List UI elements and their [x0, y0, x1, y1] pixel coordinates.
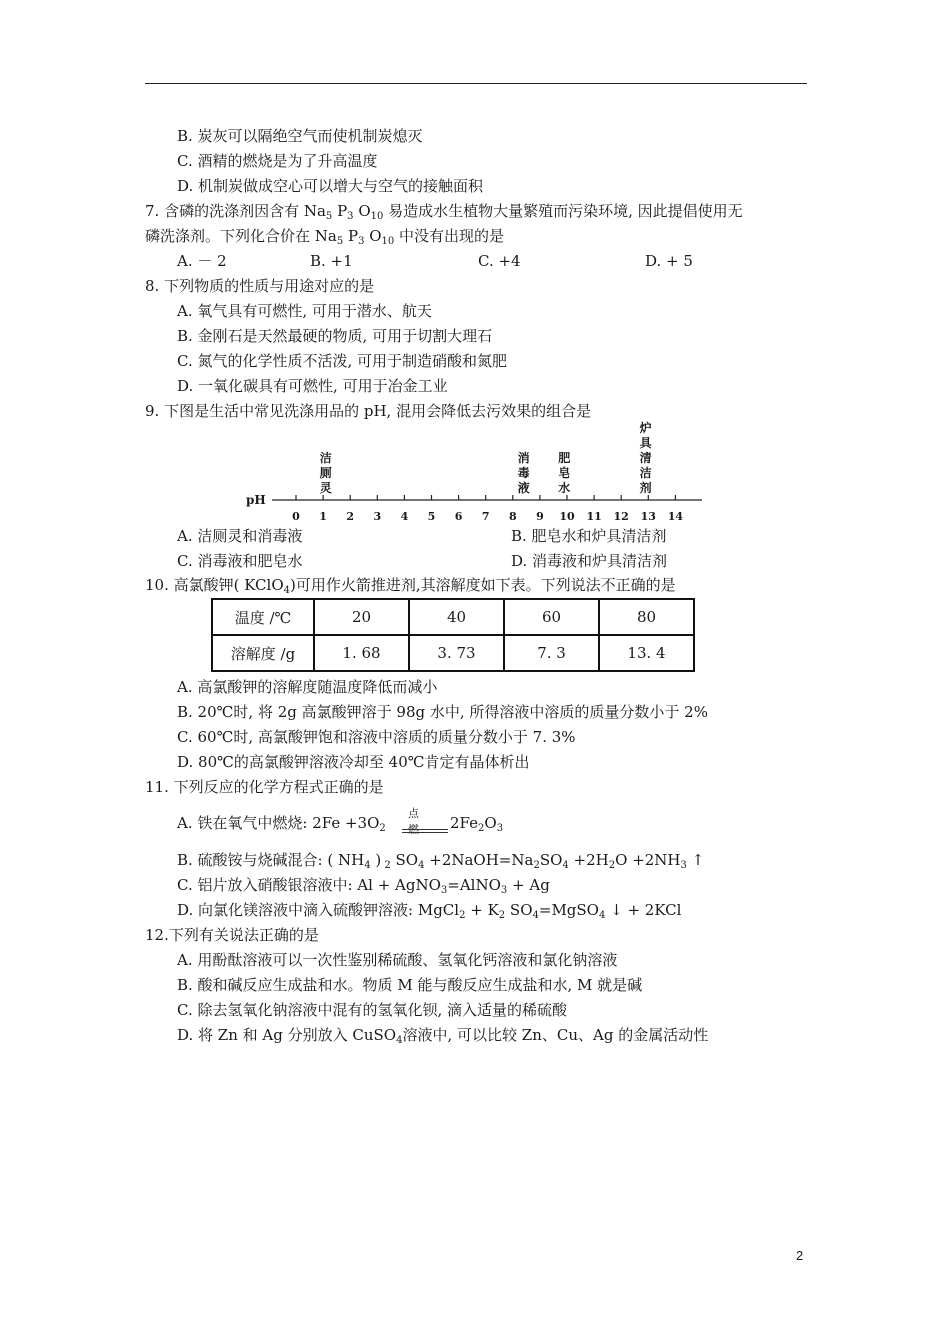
ph-product-label-char: 清: [639, 451, 652, 465]
page-number: 2: [796, 1248, 804, 1263]
table-row: [212, 599, 694, 635]
q9-option-d: D. 消毒液和炉具清洁剂: [511, 552, 668, 570]
ignition-condition: 点燃: [408, 807, 419, 836]
q12-option-c: C. 除去氢氧化钠溶液中混有的氢氧化钡, 滴入适量的稀硫酸: [177, 1001, 568, 1019]
q6-option-d: D. 机制炭做成空心可以增大与空气的接触面积: [177, 177, 484, 195]
q10-option-d: D. 80℃的高氯酸钾溶液冷却至 40℃肯定有晶体析出: [177, 753, 530, 771]
ph-tick-label: 10: [559, 510, 575, 522]
ph-tick-label: 8: [508, 510, 517, 522]
ph-tick-label: 6: [454, 510, 463, 522]
table-header-cell: 溶解度 /g: [212, 635, 314, 671]
ph-tick-label: 9: [536, 510, 544, 522]
table-row: [212, 635, 694, 671]
ph-product-label-char: 皂: [558, 466, 571, 480]
ph-product-label-char: 洁: [319, 451, 332, 465]
q6-option-b: B. 炭灰可以隔绝空气而使机制炭熄灭: [177, 127, 423, 145]
q8-stem: 8. 下列物质的性质与用途对应的是: [145, 277, 375, 295]
table-cell: 13. 4: [599, 635, 694, 671]
table-cell: 20: [314, 599, 409, 635]
ph-tick-label: 1: [319, 510, 327, 522]
q6-option-c: C. 酒精的燃烧是为了升高温度: [177, 152, 378, 170]
equation-equals-sign: [402, 829, 448, 833]
ph-tick-label: 4: [400, 510, 409, 522]
table-cell: 60: [504, 599, 599, 635]
ph-product-label-char: 炉: [639, 421, 652, 435]
q12-option-d: D. 将 Zn 和 Ag 分别放入 CuSO$_4$溶液中, 可以比较 Zn、Cu、Ag 的金属活动性: [177, 1026, 709, 1046]
q11-stem: 11. 下列反应的化学方程式正确的是: [145, 778, 384, 796]
ph-tick-label: 12: [613, 510, 629, 522]
q11-option-a: A. 铁在氧气中燃烧: $2Fe +3O_2$: [177, 814, 386, 834]
ph-product-label-char: 肥: [558, 451, 571, 465]
q9-stem: 9. 下图是生活中常见洗涤用品的 pH, 混用会降低去污效果的组合是: [145, 402, 592, 420]
table-cell: 7. 3: [504, 635, 599, 671]
ph-tick-label: 7: [481, 510, 490, 522]
q11-option-c: C. 铝片放入硝酸银溶液中: Al + AgNO$_3$=AlNO$_3$ + Ag: [177, 876, 550, 896]
q9-option-b: B. 肥皂水和炉具清洁剂: [511, 527, 667, 545]
q7-option-d: D. + 5: [645, 252, 693, 270]
q10-option-c: C. 60℃时, 高氯酸钾饱和溶液中溶质的质量分数小于 7. 3%: [177, 728, 576, 746]
ph-product-label-char: 厕: [319, 466, 332, 480]
q8-option-a: A. 氧气具有可燃性, 可用于潜水、航天: [177, 302, 432, 320]
q7-option-a: A. － 2: [177, 252, 227, 270]
q10-option-b: B. 20℃时, 将 2g 高氯酸钾溶于 98g 水中, 所得溶液中溶质的质量分数小于 2%: [177, 703, 708, 721]
ph-tick-label: 5: [427, 510, 436, 522]
q7-stem-line2: 磷洗涤剂。下列化合价在 $Na_5$ $P_3$ $O_{10}$ 中没有出现的是: [145, 227, 505, 247]
q7-stem-line1: 7. 含磷的洗涤剂因含有 $Na_5$ $P_3$ $O_{10}$ 易造成水生植物大量繁殖而污染环境, 因此提倡使用无: [145, 202, 743, 222]
header-rule: [145, 83, 807, 84]
ph-product-label-char: 液: [517, 481, 530, 495]
ph-tick-label: 14: [667, 510, 684, 522]
table-cell: 3. 73: [409, 635, 504, 671]
q12-stem: 12.下列有关说法正确的是: [145, 926, 319, 944]
q8-option-d: D. 一氧化碳具有可燃性, 可用于冶金工业: [177, 377, 448, 395]
q8-option-b: B. 金刚石是天然最硬的物质, 可用于切割大理石: [177, 327, 493, 345]
q7-option-b: B. +1: [310, 252, 353, 270]
table-cell: 1. 68: [314, 635, 409, 671]
ph-product-label-char: 洁: [639, 466, 652, 480]
ph-product-label-char: 毒: [517, 466, 530, 480]
q12-option-a: A. 用酚酞溶液可以一次性鉴别稀硫酸、氢氧化钙溶液和氯化钠溶液: [177, 951, 618, 969]
ph-tick-label: 0: [292, 510, 300, 522]
table-cell: 80: [599, 599, 694, 635]
q9-option-c: C. 消毒液和肥皂水: [177, 552, 303, 570]
ph-tick-label: 11: [586, 510, 602, 522]
table-cell: 40: [409, 599, 504, 635]
q7-option-c: C. +4: [478, 252, 521, 270]
q11-option-d: D. 向氯化镁溶液中滴入硫酸钾溶液: MgCl$_2$ + $K_2$ $SO_4=MgSO_4$ ↓ + 2KCl: [177, 901, 682, 921]
solubility-table: [211, 598, 695, 672]
q9-option-a: A. 洁厕灵和消毒液: [177, 527, 303, 545]
ph-product-label-char: 灵: [319, 481, 332, 495]
ph-product-label-char: 具: [639, 436, 652, 450]
q10-stem: 10. 高氯酸钾( KClO$_4$)可用作火箭推进剂,其溶解度如下表。下列说法不正确的是: [145, 576, 676, 596]
ph-product-label-char: 水: [558, 481, 571, 495]
q11-option-b: B. 硫酸铵与烧碱混合: ( $NH_4$ ) $_2$ $SO_4$ $+2NaOH=Na_2SO_4 +2H_2O +2NH_3$ ↑: [177, 851, 705, 871]
ph-scale-figure: [240, 420, 710, 522]
ph-product-label-char: 消: [517, 451, 530, 465]
ph-axis-label: pH: [246, 493, 266, 507]
ph-tick-label: 3: [373, 510, 382, 522]
ph-product-label-char: 剂: [639, 481, 652, 495]
q12-option-b: B. 酸和碱反应生成盐和水。物质 M 能与酸反应生成盐和水, M 就是碱: [177, 976, 643, 994]
table-header-cell: 温度 /℃: [212, 599, 314, 635]
q10-option-a: A. 高氯酸钾的溶解度随温度降低而减小: [177, 678, 438, 696]
ph-tick-label: 2: [346, 510, 355, 522]
q11-product: $2Fe_2O_3$: [450, 814, 504, 834]
q8-option-c: C. 氮气的化学性质不活泼, 可用于制造硝酸和氮肥: [177, 352, 508, 370]
ph-tick-label: 13: [640, 510, 656, 522]
